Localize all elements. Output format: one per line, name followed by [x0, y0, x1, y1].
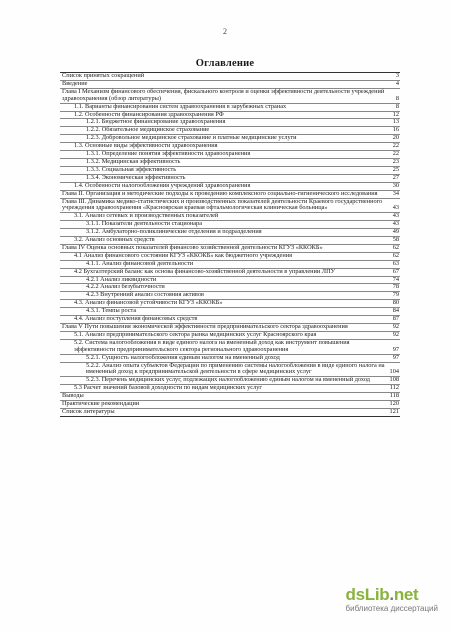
toc-entry-page: 97 [392, 353, 399, 361]
toc-entry-page: 92 [392, 330, 399, 338]
toc-entry-text: 3.1.1. Показатели деятельности стационара [86, 220, 202, 228]
toc-entry [60, 385, 400, 393]
toc-entry-page: 49 [392, 228, 399, 236]
toc-entry-text: Глава IV Оценка основных показателей финансово хозяйственной деятельности КГУЗ «ККОКБ» [62, 243, 323, 251]
toc-entry-page: 43 [392, 212, 399, 220]
toc-entry-text: 3.1. Анализ сетевых и производственных показателей [74, 212, 219, 220]
toc-entry-page: 62 [392, 243, 399, 251]
toc-entry-page: 58 [392, 236, 399, 244]
toc-entry-text: 4.3. Анализ финансовой устойчивости КГУЗ «ККОКБ» [74, 299, 223, 307]
toc-entry-page: 79 [392, 291, 399, 299]
toc-entry-page: 8 [395, 94, 399, 102]
toc-entry-text: 4.2.3 Внутренний анализ состояния активов [86, 291, 204, 299]
toc-entry-text: 1.2.1. Бюджетное финансирование здравоохранения [86, 118, 226, 126]
toc-entry [60, 199, 400, 214]
toc-entry-page: 97 [392, 345, 399, 353]
watermark-logo: dsLib.net [345, 585, 419, 604]
toc-entry-page: 78 [392, 283, 399, 291]
toc-entry-text: 5.3 Расчет значений базовой доходности по видам медицинских услуг [74, 384, 262, 392]
toc-entry-text: 4.1.1. Анализ финансовой деятельности [86, 259, 194, 267]
toc-entry-page: 74 [392, 275, 399, 283]
toc-entry-text: 4.2 Бухгалтерский баланс как основа финансово-хозяйственной деятельности в управлении ЛПУ [74, 267, 336, 275]
toc-entry-text: 4.4. Анализ поступления финансовых средств [74, 315, 198, 323]
toc-entry-text: Список литературы [62, 407, 115, 415]
page-number: 2 [223, 27, 227, 36]
toc-entry-page: 92 [392, 323, 399, 330]
toc-entry-page: 34 [392, 189, 399, 197]
toc-entry-text: 1.2.3. Добровольное медицинское страхование и платные медицинские услуги [86, 134, 297, 142]
toc-entry-text: 1.3. Основные виды эффективности здравоохранения [74, 142, 218, 150]
toc-entry-page: 20 [392, 134, 399, 142]
toc-entry-page: 43 [392, 204, 399, 212]
toc-entry-text: 3.2. Анализ основных средств [74, 236, 155, 244]
toc-entry-text: 5.2.3. Перечень медицинских услуг, подлежащих налогообложению единым налогом на вмененный доход [86, 376, 370, 384]
toc-entry-page: 4 [395, 79, 399, 87]
toc-entry-text: Практические рекомендации [62, 400, 140, 408]
toc-entry [60, 340, 400, 355]
toc-entry-page: 22 [392, 142, 399, 150]
toc-entry-text: Глава V Пути повышения экономической эффективности предпринимательского сектора здравоохранения [62, 323, 348, 330]
toc-entry-text: 3.1.2. Амбулаторно-поликлинические отделения и подразделения [86, 228, 262, 236]
table-of-contents [60, 72, 400, 417]
page-title: Оглавление [195, 58, 255, 69]
toc-entry-page: 22 [392, 150, 399, 158]
toc-entry-page: 87 [392, 315, 399, 323]
toc-entry [60, 409, 400, 416]
toc-entry-page: 118 [389, 392, 399, 400]
toc-entry-page: 30 [392, 181, 399, 189]
toc-entry-text: 1.2.2. Обязательное медицинское страхование [86, 126, 210, 134]
toc-entry-text: 1.3.2. Медицинская эффективность [86, 157, 181, 165]
toc-entry [60, 89, 400, 104]
toc-entry-text: 5.2.2. Анализ опыта субъектов Федерации по применению системы налогообложения в виде единого налога на вмененный доход к предпринимательской деятельности в сфере медицинских услуг [86, 361, 385, 376]
toc-entry-text: Введение [62, 79, 88, 87]
toc-entry-page: 104 [389, 368, 399, 376]
toc-entry-text: 4.2.2 Анализ безубыточности [86, 283, 165, 291]
toc-entry-page: 80 [392, 299, 399, 307]
toc-entry-page: 108 [389, 376, 399, 384]
toc-entry-text: 5.2.1. Сущность налогообложения единым налогом на вмененный доход [86, 353, 280, 361]
toc-entry-page: 62 [392, 251, 399, 259]
toc-entry-page: 8 [395, 102, 399, 110]
toc-entry-text: 1.2. Особенности финансирования здравоохранения РФ [74, 110, 224, 118]
toc-entry-page: 112 [389, 384, 399, 392]
toc-entry-text: Список принятых сокращений [62, 72, 145, 79]
toc-entry-text: Глава II. Организация и методические подходы к проведению комплексного социально-гигиенического исследования [62, 189, 378, 197]
toc-entry-page: 121 [389, 407, 399, 415]
toc-entry-text: 1.3.1. Определение понятия эффективности здравоохранения [86, 150, 251, 158]
toc-entry-text: 1.1. Варианты финансирования систем здравоохранения в зарубежных странах [74, 102, 287, 110]
toc-entry-text: 4.2.1 Анализ ликвидности [86, 275, 157, 283]
toc-entry-text: 4.1 Анализ финансового состояния КГУЗ «ККОКБ» как бюджетного учреждения [74, 251, 292, 259]
toc-entry-page: 13 [392, 118, 399, 126]
toc-entry-text: Выводы [62, 392, 84, 400]
toc-entry-text: 1.3.3. Социальная эффективность [86, 165, 177, 173]
toc-entry-page: 84 [392, 307, 399, 315]
toc-entry-page: 23 [392, 157, 399, 165]
toc-entry-page: 27 [392, 173, 399, 181]
toc-entry-page: 120 [389, 400, 399, 408]
toc-entry-page: 3 [395, 72, 399, 79]
toc-entry-text: 4.3.1. Темпы роста [86, 307, 137, 315]
toc-entry-page: 25 [392, 165, 399, 173]
toc-entry-page: 16 [392, 126, 399, 134]
toc-entry-text: 1.4. Особенности налогообложения учреждений здравоохранения [74, 181, 251, 189]
toc-entry-text: Глава I Механизм финансового обеспечения, фискального контроля и оценки эффективности деятельности учреждений здравоохранения (обзор литературы) [62, 87, 385, 102]
toc-entry [60, 73, 400, 81]
watermark [346, 585, 438, 613]
toc-entry-page: 67 [392, 267, 399, 275]
toc-entry-text: 5.1. Анализ предпринимательского сектора рынка медицинских услуг Красноярского края [74, 330, 317, 338]
watermark-subtitle: библиотека диссертаций [345, 604, 438, 613]
toc-entry-text: 1.3.4. Экономическая эффективность [86, 173, 186, 181]
toc-entry-page: 12 [392, 110, 399, 118]
toc-entry [60, 363, 400, 378]
toc-entry-page: 63 [392, 259, 399, 267]
toc-entry-page: 43 [392, 220, 399, 228]
toc-entry-text: Глава III. Динамика медико-статистических и производственных показателей деятельности Краевого государственного учреждения здравоохранения «Красноярская краевая офтальмологическая клиническая больница» [62, 197, 383, 212]
toc-entry-text: 5.2. Система налогообложения в виде единого налога на вмененный доход как инструмент повышения эффективности предпринимательского сектора регионального здравоохранения [74, 338, 350, 353]
